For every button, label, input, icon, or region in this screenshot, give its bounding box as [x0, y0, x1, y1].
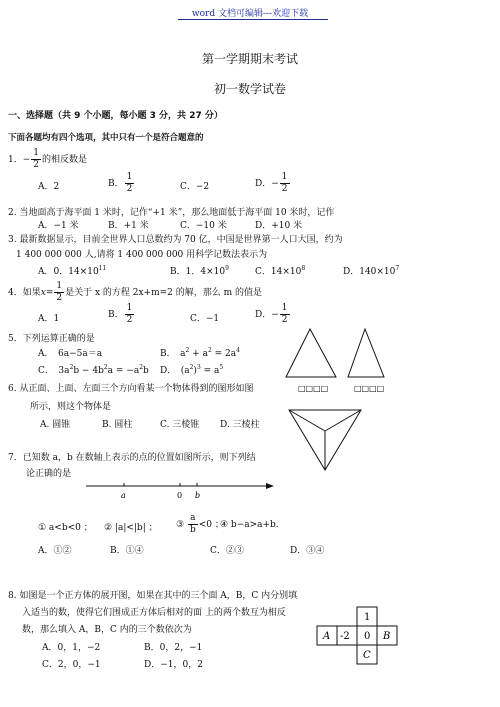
q4-d-fraction	[280, 303, 290, 326]
q1-b-den: 2	[126, 184, 133, 194]
q7-option-a: A．①②	[38, 546, 72, 556]
q5-d-t3: = a	[200, 366, 220, 376]
q5-b-t2: + a	[189, 349, 208, 359]
q3-b-text: B．1．4×10	[170, 267, 226, 277]
q4-b-num: 1	[126, 303, 133, 313]
q3-c-exponent: 8	[301, 265, 306, 272]
q3-d-exponent: 7	[395, 265, 400, 272]
q1-option-a: A．2	[38, 182, 60, 192]
q5-c-t2: b − 4b	[73, 366, 104, 376]
q3-c-text: C．14×10	[255, 267, 302, 277]
question-7-line-1: 7．已知数 a，b 在数轴上表示的点的位置如图所示，则下列结	[8, 453, 256, 463]
q4-option-a: A．1	[38, 314, 60, 324]
q5-option-c	[38, 363, 149, 376]
q5-option-b	[160, 346, 240, 359]
front-view-triangle	[286, 329, 336, 377]
q8-option-c: C．2，0，−1	[42, 660, 101, 670]
q5-c-e1: 2	[69, 364, 74, 371]
page-header: word 文档可编辑---欢迎下载	[191, 9, 309, 19]
question-8-line-1: 8. 如图是一个正方体的展开图，如果在其中的三个面 A，B，C 内分别填	[8, 591, 298, 601]
q4-fraction	[54, 281, 64, 304]
q4-frac-den: 2	[56, 293, 63, 303]
q7-s3-end: <0 ；	[198, 520, 224, 530]
question-2: 2. 当地面高于海平面 1 米时，记作“+1 米”，那么地面低于海平面 10 米时，记作	[8, 208, 335, 218]
q5-b-e2: 2	[207, 347, 212, 354]
q7-s3-num: a	[188, 513, 198, 525]
q1-d-fraction	[280, 172, 290, 195]
q1-frac-den: 2	[33, 160, 40, 170]
question-4	[8, 281, 262, 304]
q1-frac-num: 1	[33, 148, 40, 158]
q3-option-a	[38, 264, 106, 277]
q7-s3-label: ③	[176, 520, 185, 530]
q4-d-label: D．	[255, 310, 272, 320]
q7-option-b: B．①④	[110, 546, 144, 556]
exam-subtitle: 初一数学试卷	[213, 82, 286, 96]
q5-d-t1: D． (a	[160, 366, 190, 376]
q7-statement-4: ④ b−a>a+b.	[220, 520, 279, 530]
label-0: 0	[177, 491, 183, 500]
q6-option-d: D. 三棱柱	[220, 420, 260, 430]
q8-cube-net	[313, 605, 403, 665]
q5-c-t4: b	[143, 366, 149, 376]
q6-option-a: A. 圆锥	[40, 420, 71, 430]
q1-number: 1．	[8, 155, 23, 165]
net-label-a: A	[323, 631, 331, 642]
q8-option-a: A．0，1，−2	[42, 643, 101, 653]
q3-b-exponent: 9	[225, 265, 229, 272]
label-b: b	[195, 491, 201, 500]
q1-d-label: D．	[255, 179, 272, 189]
q8-option-b: B．0，2，−1	[144, 643, 203, 653]
q3-option-d	[343, 264, 399, 277]
question-8-line-2: 入适当的数，使得它们围成正方体后相对的面 上的两个数互为相反	[22, 608, 286, 618]
q3-option-c	[255, 264, 305, 277]
q5-option-a: A． 6a−5a＝a	[38, 349, 103, 359]
view-caption-2: □□□□	[354, 384, 385, 393]
q4-number: 4．如果	[8, 288, 41, 298]
q1-fraction	[31, 148, 41, 171]
q4-variable: x	[40, 288, 46, 298]
q1-b-fraction	[125, 172, 135, 195]
section-instruction: 下面各题均有四个选项，其中只有一个是符合题意的	[8, 133, 204, 143]
q5-c-t1: C． 3a	[38, 366, 70, 376]
q4-stem: 是关于 x 的方程 2x+m=2 的解，那么 m 的值是	[65, 288, 263, 298]
net-label-top: 1	[364, 612, 371, 623]
q5-b-t3: = 2a	[211, 349, 237, 359]
q7-statement-1: ① a<b<0 ；	[38, 523, 93, 533]
q7-s3-fraction	[188, 513, 198, 536]
q5-c-t3: a = −a	[107, 366, 140, 376]
q1-d-num: 1	[281, 172, 288, 182]
q1-option-c: C．−2	[180, 182, 210, 192]
q4-frac-num: 1	[56, 281, 63, 291]
q5-c-e3: 2	[139, 364, 144, 371]
q4-d-sign: −	[271, 310, 279, 320]
header-underline	[178, 19, 328, 20]
q5-b-e3: 4	[236, 347, 240, 354]
net-label-b: B	[383, 631, 391, 642]
q1-option-b	[108, 172, 135, 195]
q1-b-label: B．	[108, 179, 124, 189]
q2-option-c: C．−10 米	[180, 221, 227, 231]
q6-option-b: B. 圆柱	[102, 420, 133, 430]
q5-b-t1: B． a	[160, 349, 186, 359]
question-3-line-2: 1 400 000 000 人,请将 1 400 000 000 用科学记数法表示为	[16, 250, 268, 260]
q7-s3-den: b	[189, 525, 196, 535]
q4-b-fraction	[125, 303, 135, 326]
q2-option-b: B．+1 米	[108, 221, 149, 231]
top-view-edge-2	[325, 410, 361, 431]
side-view-triangle	[348, 329, 384, 377]
q4-b-den: 2	[126, 315, 133, 325]
question-6-line-2: 所示，则这个物体是	[30, 402, 112, 412]
q4-equals: =	[45, 288, 54, 298]
question-1	[8, 148, 87, 171]
label-a: a	[121, 491, 126, 500]
q7-number-line	[80, 478, 280, 504]
q3-a-text: A．0．14×10	[38, 267, 99, 277]
q5-d-t2: )	[193, 366, 197, 376]
q5-d-e1: 2	[189, 364, 194, 371]
q4-d-den: 2	[281, 315, 288, 325]
view-caption-1: □□□□	[298, 384, 329, 393]
q3-d-text: D．140×10	[343, 267, 396, 277]
q8-option-d: D．−1，0，2	[144, 660, 203, 670]
question-3-line-1: 3. 最新数据显示，目前全世界人口总数约为 70 亿，中国是世界第一人口大国，约为	[8, 235, 343, 245]
q6-option-c: C. 三棱锥	[160, 420, 200, 430]
q7-option-c: C．②③	[210, 546, 244, 556]
q7-statement-3	[176, 513, 224, 536]
question-5: 5．下列运算正确的是	[8, 334, 95, 344]
q3-option-b	[170, 264, 229, 277]
q7-option-d: D．③④	[290, 546, 325, 556]
q6-three-views-figure	[280, 325, 405, 475]
q7-statement-2: ② |a|<|b| ；	[104, 523, 158, 533]
number-line-arrow	[266, 483, 274, 489]
q5-b-e1: 2	[185, 347, 190, 354]
top-view-edge-1	[289, 410, 325, 431]
q5-option-d	[160, 363, 223, 376]
q2-option-a: A．−1 米	[38, 221, 79, 231]
q4-b-label: B．	[108, 310, 124, 320]
net-label-zero: 0	[364, 631, 371, 642]
q1-b-num: 1	[126, 172, 133, 182]
question-8-line-3: 数，那么填入 A，B，C 内的三个数依次为	[22, 625, 192, 635]
q4-option-b	[108, 303, 135, 326]
q5-c-e2: 2	[103, 364, 108, 371]
net-label-c: C	[363, 650, 371, 661]
q1-stem: 的相反数是	[42, 155, 88, 165]
exam-title: 第一学期期末考试	[201, 52, 298, 66]
net-label-minus2: -2	[340, 631, 350, 642]
q4-option-c: C．−1	[190, 314, 220, 324]
question-7-line-2: 论正确的是	[26, 469, 72, 479]
q1-d-den: 2	[281, 184, 288, 194]
section-heading: 一、选择题（共 9 个小题，每小题 3 分，共 27 分）	[8, 111, 223, 121]
q5-d-e3: 5	[219, 364, 224, 371]
q3-a-exponent: 11	[98, 265, 107, 272]
q4-d-num: 1	[281, 303, 288, 313]
q5-d-e2: 3	[196, 364, 201, 371]
q1-sign: −	[22, 155, 31, 165]
q1-d-sign: −	[271, 179, 279, 189]
question-6-line-1: 6. 从正面、上面、左面三个方向看某一个物体得到的图形如图	[8, 384, 254, 394]
q4-option-d	[255, 303, 291, 326]
q1-option-d	[255, 172, 291, 195]
q2-option-d: D．+10 米	[255, 221, 303, 231]
